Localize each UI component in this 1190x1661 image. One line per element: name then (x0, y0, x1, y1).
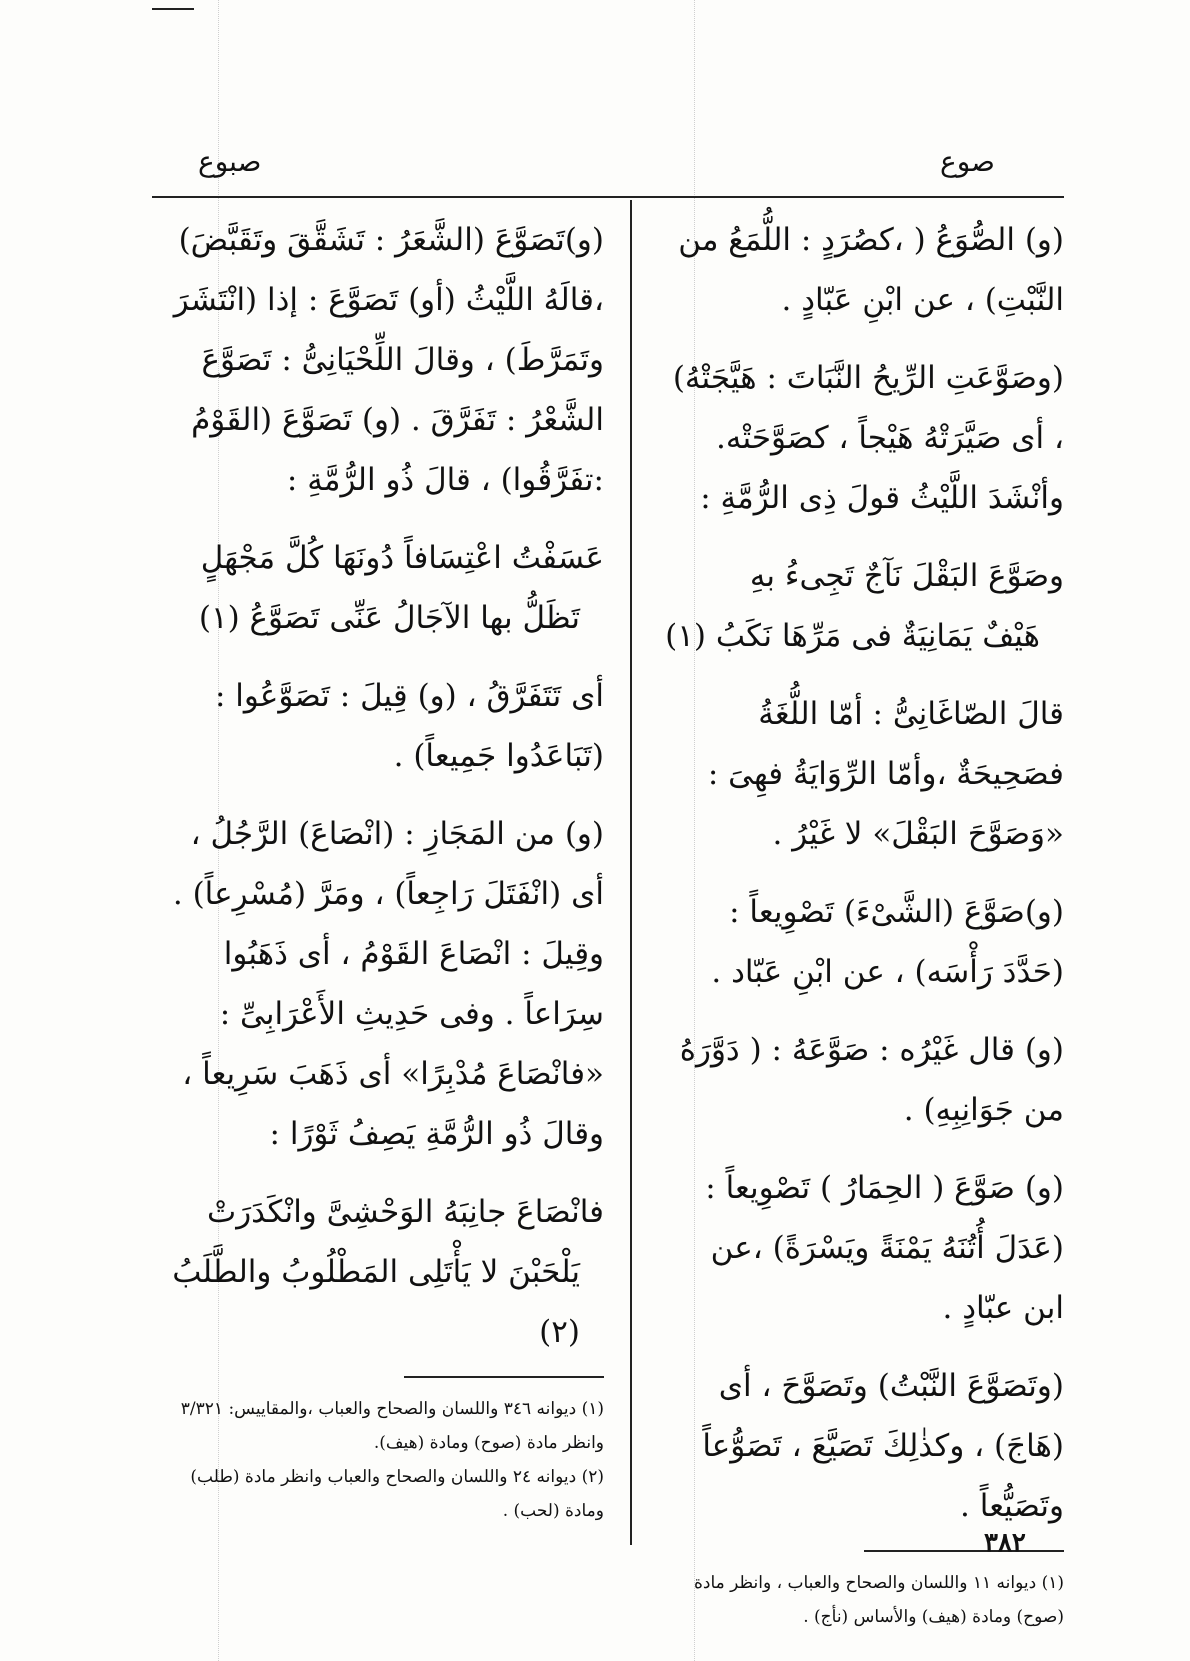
entry-paragraph: (و) قال غَيْرُه : صَوَّعَهُ : ( دَوَّرَهُ من جَوَانِبِهِ) . (679, 1032, 1064, 1128)
verse-line: هَيْفٌ يَمَانِيَةٌ فى مَرِّهَا نَكَبُ (١) (665, 618, 1040, 654)
footnote: (٢) ديوانه ٢٤ واللسان والصحاح والعباب وانظر مادة (طلب) ومادة (لحب) . (190, 1467, 604, 1521)
entry-paragraph: (و)صَوَّعَ (الشَّىْءَ) تَصْوِيعاً : (حَدَّدَ رَأْسَه) ، عن ابْنِ عَبّاد . (711, 894, 1064, 990)
entry-paragraph: (و)تَصَوَّعَ (الشَّعَرُ : تَشَقَّقَ وتَقَبَّضَ) ،قالَهُ اللَّيْثُ (أو) تَصَوَّعَ : إذا (انْتَشَرَ وتَمَرَّطَ) ، وقالَ اللِّحْيَانِىُّ : تَصَوَّعَ الشَّعْرُ : تَفَرَّقَ . (و) تَصَوَّعَ (القَوْمُ :تفَرَّقُوا) ، قالَ ذُو الرُّمَّةِ : (173, 222, 604, 498)
page-number: ٣٨٢ (984, 1528, 1026, 1558)
right-column (662, 210, 1064, 1634)
column-divider (630, 200, 632, 1545)
entry-paragraph: أى تَتَفَرَّقُ ، (و) قِيلَ : تَصَوَّعُوا : (تَبَاعَدُوا جَمِيعاً) . (214, 678, 604, 774)
verse-line: فانْصَاعَ جانِبَهُ الوَحْشِىَّ وانْكَدَرَتْ (207, 1194, 604, 1230)
header-right-word: صوع (940, 145, 995, 178)
footnote-rule (864, 1550, 1064, 1552)
entry-paragraph: (و) من المَجَازِ : (انْصَاعَ) الرَّجُلُ ، أى (انْفَتَلَ رَاجِعاً) ، ومَرَّ (مُسْرِعاً) . وقِيلَ : انْصَاعَ القَوْمُ ، أى ذَهَبُوا سِرَاعاً . وفى حَدِيثِ الأَعْرَابِىِّ : «فانْصَاعَ مُدْبِرًا» أى ذَهَبَ سَرِيعاً ، وقالَ ذُو الرُّمَّةِ يَصِفُ ثَوْرًا : (172, 816, 604, 1152)
entry-paragraph: قالَ الصّاغَانِىُّ : أمّا اللُّغَةُ فصَحِيحَةٌ ،وأمّا الرِّوَايَةُ فهِىَ : «وَصَوَّحَ البَقْلَ» لا غَيْرُ . (707, 696, 1064, 852)
verse-line: يَلْحَبْنَ لا يَأْتَلِى المَطْلُوبُ والطَّلَبُ (٢) (172, 1254, 580, 1350)
verse-line: وصَوَّعَ البَقْلَ نَآجٌ تَجِىءُ بهِ (749, 558, 1064, 594)
entry-paragraph: (وتَصَوَّعَ النَّبْتُ) وتَصَوَّحَ ، أى (هَاجَ) ، وكذٰلِكَ تَصَيَّعَ ، تَصَوُّعاً وتَصَيُّعاً . (702, 1368, 1064, 1524)
footnote: (١) ديوانه ١١ واللسان والصحاح والعباب ، وانظر مادة (صوح) ومادة (هيف) والأساس (نأج) . (694, 1573, 1064, 1627)
left-column (152, 210, 604, 1528)
entry-paragraph: (و) صَوَّعَ ( الحِمَارُ ) تَصْوِيعاً : (عَدَلَ أُتُنَهُ يَمْنَةً ويَسْرَةً) ،عن ابن عبّادٍ . (705, 1170, 1064, 1326)
entry-paragraph: (وصَوَّعَتِ الرِّيحُ النَّبَاتَ : هَيَّجَتْهُ) ، أى صَيَّرَتْهُ هَيْجاً ، كصَوَّحَتْه. وأنْشَدَ اللَّيْثُ قولَ ذِى الرُّمَّةِ : (672, 360, 1064, 516)
verse-line: تَظَلُّ بها الآجَالُ عَنِّى تَصَوَّعُ (١) (198, 600, 580, 636)
header-left-word: صبوع (198, 145, 262, 178)
poetry-verse (152, 1182, 604, 1362)
entry-paragraph: (و) الصُّوَعُ ( ،كصُرَدٍ : اللُّمَعُ من النَّبْتِ) ، عن ابْنِ عَبّادٍ . (678, 222, 1064, 318)
poetry-verse (152, 528, 604, 648)
poetry-verse (662, 546, 1064, 666)
footnote-rule (404, 1376, 604, 1378)
header-rule (152, 196, 1064, 198)
top-margin-mark (152, 8, 194, 10)
footnote: (١) ديوانه ٣٤٦ واللسان والصحاح والعباب ،والمقاييس: ٣/٣٢١ وانظر مادة (صوح) ومادة (هيف). (180, 1399, 604, 1453)
verse-line: عَسَفْتُ اعْتِسَافاً دُونَهَا كُلَّ مَجْهَلٍ (200, 540, 604, 576)
